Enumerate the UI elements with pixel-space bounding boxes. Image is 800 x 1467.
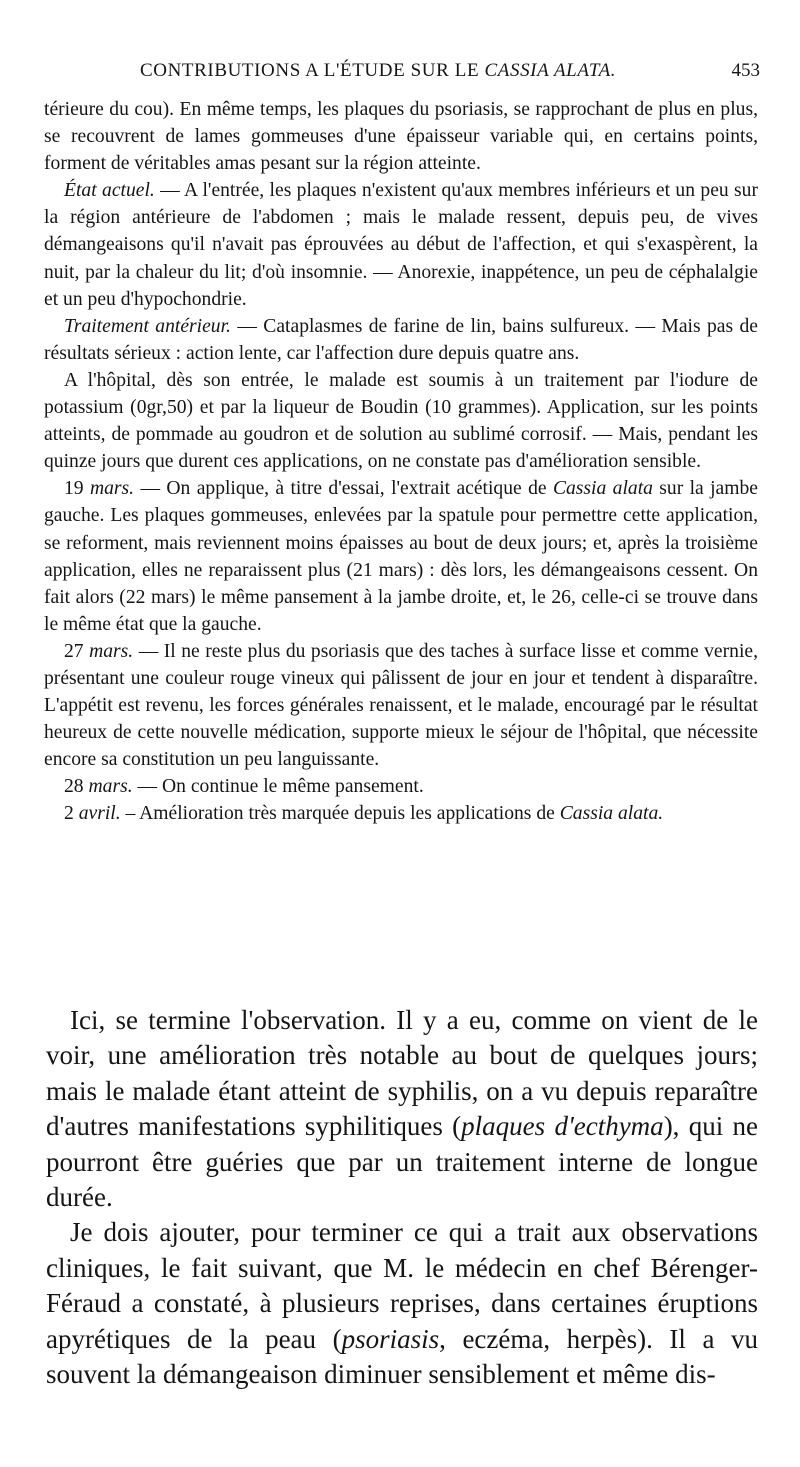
paragraph <box>44 800 758 827</box>
paragraph <box>46 1215 758 1392</box>
species-name: Cassia alata <box>552 478 653 500</box>
running-header <box>42 60 760 86</box>
date-month: mars. <box>88 776 133 798</box>
paragraph-text: ), qui ne pourront être guéries que par un traitement interne de longue durée. <box>46 1111 758 1213</box>
paragraph-text: — A l'entrée, les plaques n'existent qu'aux membres inférieurs et un peu sur la région antérieure de l'abdomen ; mais le malade ressent, depuis peu, de vives démangeaisons qu'il n'avait pas éprouvées au début de l'affection, et qui s'exaspèrent, la nuit, par la chaleur du lit; d'où insomnie. — Anorexie, inappétence, un peu de céphalalgie et un peu d'hypochondrie. <box>44 180 758 310</box>
paragraph-text: — On continue le même pansement. <box>132 776 424 798</box>
date-day: 2 <box>64 803 79 825</box>
paragraph <box>44 313 758 367</box>
paragraph-text: – Amélioration très marquée depuis les applications de <box>120 803 560 825</box>
paragraph <box>44 177 758 312</box>
date-month: avril. <box>78 803 121 825</box>
running-title-italic: CASSIA ALATA. <box>484 60 617 81</box>
running-title-plain: CONTRIBUTIONS A L'ÉTUDE SUR LE <box>140 60 485 81</box>
paragraph <box>44 638 758 773</box>
italic-term: plaques d'ecthyma <box>461 1111 664 1142</box>
main-text <box>46 1003 758 1392</box>
paragraph-text: sur la jambe gauche. Les plaques gommeuses, enlevées par la spatule pour permettre cette application, se reforment, mais reviennent moins épaisses au bout de deux jours; et, après la troisième application, elles ne reparaissent plus (21 mars) : dès lors, les démangeaisons cessent. On fait alors (22 mars) le même pansement à la jambe droite, et, le 26, celle-ci se trouve dans le même état que la gauche. <box>44 478 758 635</box>
date-day: 28 <box>64 776 89 798</box>
paragraph: A l'hôpital, dès son entrée, le malade est soumis à un traitement par l'iodure de potassium (0gr,50) et par la liqueur de Boudin (10 grammes). Application, sur les points atteints, de pommade au goudron et de solution au sublimé corrosif. — Mais, pendant les quinze jours que durent ces applications, on ne constate pas d'amélioration sensible. <box>44 369 758 473</box>
date-day: 19 <box>64 478 90 500</box>
date-month: mars. <box>89 640 134 662</box>
date-month: mars. <box>89 478 135 500</box>
paragraph-text: , eczéma, herpès). Il a vu souvent la démangeaison diminuer sensiblement et même dis- <box>46 1323 758 1390</box>
paragraph-text: — Il ne reste plus du psoriasis que des taches à surface lisse et comme vernie, présentant une couleur rouge vineux qui pâlissent de jour en jour et tendent à disparaître. L'appétit est revenu, les forces générales renaissent, et le malade, encouragé par le résultat heureux de cette nouvelle médication, supporte mieux le séjour de l'hôpital, que nécessite encore sa constitution un peu languissante. <box>44 640 758 771</box>
paragraph <box>44 475 758 638</box>
running-title <box>140 60 616 82</box>
species-name: Cassia alata. <box>559 803 664 825</box>
section-label: État actuel. <box>64 180 155 202</box>
paragraph-text: Ici, se termine l'observation. Il y a eu, comme on vient de le voir, une amélioration très notable au bout de quelques jours; mais le malade étant atteint de syphilis, on a vu depuis reparaître d'autres manifestations syphilitiques ( <box>46 1005 758 1142</box>
section-label: Traitement antérieur. <box>64 315 231 337</box>
page-number: 453 <box>731 60 760 81</box>
paragraph <box>46 1003 758 1215</box>
paragraph: térieure du cou). En même temps, les plaques du psoriasis, se rapprochant de plus en plus, se recouvrent de lames gommeuses d'une épaisseur variable qui, en certains points, forment de véritables amas pesant sur la région atteinte. <box>44 99 758 175</box>
italic-term: psoriasis <box>341 1323 440 1354</box>
observation-notes <box>44 96 758 828</box>
paragraph-text: — Cataplasmes de farine de lin, bains sulfureux. — Mais pas de résultats sérieux : action lente, car l'affection dure depuis quatre ans. <box>44 315 758 364</box>
date-day: 27 <box>64 640 90 662</box>
paragraph-text: Je dois ajouter, pour terminer ce qui a trait aux observations cliniques, le fait suivant, que M. le médecin en chef Bérenger-Féraud a constaté, à plusieurs reprises, dans certaines éruptions apyrétiques de la peau ( <box>46 1217 758 1354</box>
paragraph-text: — On applique, à titre d'essai, l'extrait acétique de <box>134 478 553 500</box>
paragraph <box>44 773 758 800</box>
